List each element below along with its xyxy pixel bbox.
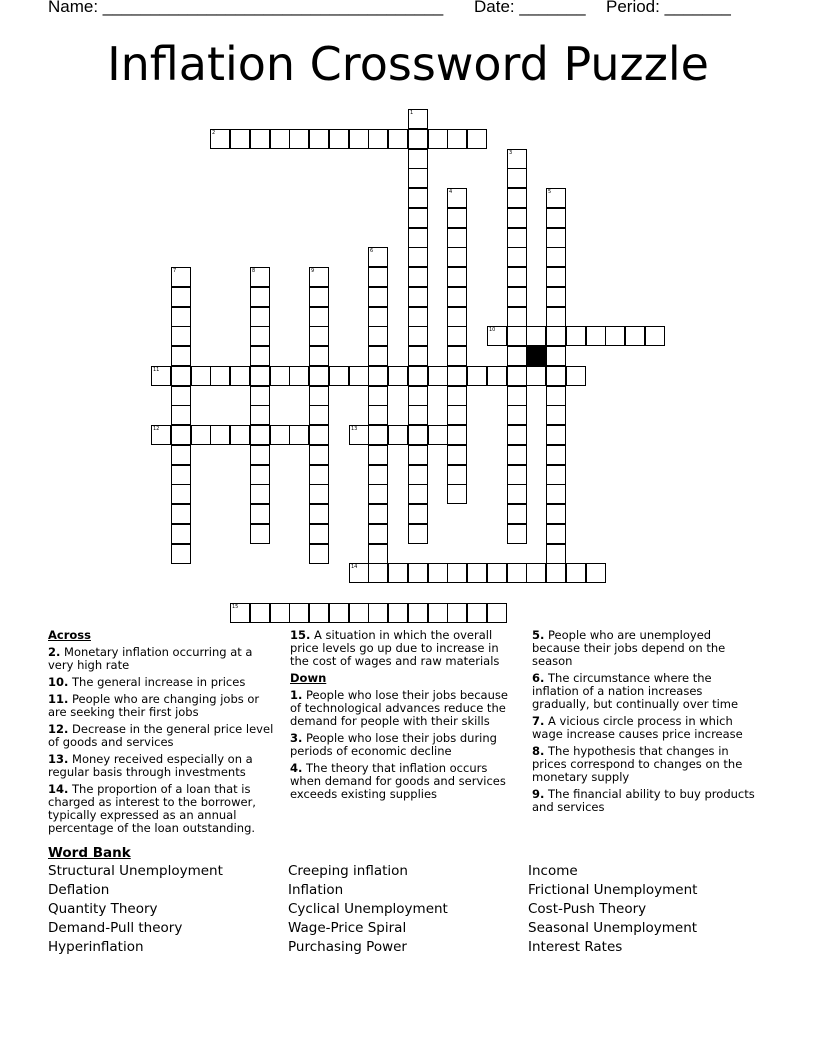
crossword-cell[interactable] [546, 208, 566, 228]
crossword-cell[interactable] [171, 405, 191, 425]
crossword-cell[interactable] [507, 445, 527, 465]
crossword-cell[interactable] [368, 544, 388, 564]
word-bank-item: Purchasing Power [288, 939, 407, 955]
crossword-cell[interactable] [645, 326, 665, 346]
crossword-cell[interactable] [368, 405, 388, 425]
crossword-cell[interactable] [250, 484, 270, 504]
word-bank-item: Cost-Push Theory [528, 901, 647, 917]
crossword-cell[interactable] [507, 247, 527, 267]
crossword-cell[interactable] [368, 524, 388, 544]
crossword-cell[interactable] [447, 208, 467, 228]
crossword-cell[interactable] [230, 425, 250, 445]
crossword-cell[interactable] [447, 465, 467, 485]
word-bank-item: Interest Rates [528, 939, 623, 955]
crossword-cell[interactable] [546, 524, 566, 544]
crossword-cell[interactable] [408, 149, 428, 169]
crossword-clue-number: 12 [153, 426, 160, 432]
crossword-cell[interactable] [408, 603, 428, 623]
crossword-cell[interactable] [507, 465, 527, 485]
crossword-cell[interactable] [428, 129, 448, 149]
crossword-cell[interactable] [250, 366, 270, 386]
crossword-cell[interactable] [368, 346, 388, 366]
word-bank-column-2 [288, 862, 448, 957]
crossword-cell[interactable] [191, 425, 211, 445]
crossword-cell[interactable] [388, 563, 408, 583]
word-bank-column-3 [528, 862, 697, 957]
crossword-cell[interactable] [210, 129, 230, 149]
crossword-clue-number: 13 [351, 426, 358, 432]
crossword-cell[interactable] [408, 129, 428, 149]
clue-down-5: 5. People who are unemployed because their jobs depend on the season [532, 628, 726, 668]
clue-down-8: 8. The hypothesis that changes in prices correspond to changes on the monetary supply [532, 744, 743, 784]
crossword-cell[interactable] [210, 366, 230, 386]
word-bank-item: Frictional Unemployment [528, 882, 698, 898]
clues-column-1 [48, 629, 278, 839]
clue-across-14: 14. The proportion of a loan that is charged as interest to the borrower, typically expressed as an annual percentage of the loan outstanding. [48, 782, 256, 835]
crossword-cell[interactable] [309, 465, 329, 485]
crossword-clue-number: 14 [351, 564, 358, 570]
crossword-cell[interactable] [289, 603, 309, 623]
word-bank-item: Deflation [48, 882, 110, 898]
crossword-cell[interactable] [309, 544, 329, 564]
crossword-cell[interactable] [250, 307, 270, 327]
crossword-cell[interactable] [428, 563, 448, 583]
crossword-cell[interactable] [210, 425, 230, 445]
clue-across-15: 15. A situation in which the overall price levels go up due to increase in the cost of wages and raw materials [290, 628, 500, 668]
crossword-cell[interactable] [507, 149, 527, 169]
crossword-cell[interactable] [447, 563, 467, 583]
crossword-cell[interactable] [349, 425, 369, 445]
crossword-cell[interactable] [586, 326, 606, 346]
clue-across-12: 12. Decrease in the general price level of goods and services [48, 722, 274, 749]
across-heading: Across [48, 628, 91, 642]
crossword-cell[interactable] [408, 168, 428, 188]
crossword-cell[interactable] [447, 307, 467, 327]
crossword-cell[interactable] [408, 524, 428, 544]
crossword-cell[interactable] [546, 445, 566, 465]
crossword-cell[interactable] [388, 603, 408, 623]
crossword-cell[interactable] [546, 307, 566, 327]
crossword-cell[interactable] [447, 386, 467, 406]
crossword-cell[interactable] [250, 346, 270, 366]
crossword-cell[interactable] [368, 484, 388, 504]
clue-down-4: 4. The theory that inflation occurs when demand for goods and services exceeds existing supplies [290, 761, 506, 801]
crossword-cell[interactable] [526, 563, 546, 583]
crossword-cell[interactable] [250, 603, 270, 623]
crossword-cell[interactable] [171, 504, 191, 524]
crossword-cell[interactable] [546, 425, 566, 445]
crossword-cell[interactable] [467, 563, 487, 583]
crossword-clue-number: 9 [311, 268, 315, 274]
crossword-cell[interactable] [309, 504, 329, 524]
crossword-clue-number: 8 [252, 268, 256, 274]
crossword-cell[interactable] [546, 484, 566, 504]
crossword-cell[interactable] [447, 188, 467, 208]
word-bank-item: Inflation [288, 882, 344, 898]
word-bank-item: Creeping inflation [288, 863, 408, 879]
crossword-cell[interactable] [309, 405, 329, 425]
crossword-clue-number: 15 [232, 604, 239, 610]
name-field-label: Name: ____________________________________ [48, 0, 444, 16]
crossword-cell[interactable] [309, 484, 329, 504]
crossword-cell[interactable] [388, 129, 408, 149]
crossword-cell[interactable] [250, 524, 270, 544]
crossword-cell[interactable] [250, 129, 270, 149]
crossword-cell[interactable] [368, 326, 388, 346]
crossword-clue-number: 7 [173, 268, 177, 274]
crossword-cell[interactable] [250, 386, 270, 406]
word-bank-item: Hyperinflation [48, 939, 144, 955]
crossword-cell[interactable] [447, 484, 467, 504]
crossword-cell[interactable] [447, 326, 467, 346]
crossword-cell[interactable] [408, 425, 428, 445]
crossword-cell[interactable] [349, 366, 369, 386]
crossword-cell[interactable] [586, 563, 606, 583]
crossword-cell[interactable] [368, 287, 388, 307]
crossword-clue-number: 5 [548, 189, 552, 195]
crossword-cell[interactable] [566, 366, 586, 386]
period-field-label: Period: _______ [606, 0, 731, 16]
crossword-cell[interactable] [546, 405, 566, 425]
crossword-cell[interactable] [467, 366, 487, 386]
crossword-cell[interactable] [447, 287, 467, 307]
crossword-cell[interactable] [408, 405, 428, 425]
crossword-cell[interactable] [230, 366, 250, 386]
word-bank-title: Word Bank [48, 845, 131, 861]
crossword-cell[interactable] [408, 307, 428, 327]
crossword-cell[interactable] [171, 346, 191, 366]
crossword-cell[interactable] [309, 129, 329, 149]
crossword-cell[interactable] [368, 386, 388, 406]
crossword-cell[interactable] [546, 366, 566, 386]
crossword-cell[interactable] [408, 445, 428, 465]
crossword-cell[interactable] [447, 228, 467, 248]
word-bank-item: Structural Unemployment [48, 863, 223, 879]
crossword-cell[interactable] [171, 386, 191, 406]
clue-across-11: 11. People who are changing jobs or are seeking their first jobs [48, 692, 260, 719]
word-bank-column-1 [48, 862, 223, 957]
crossword-cell[interactable] [487, 603, 507, 623]
crossword-cell[interactable] [408, 326, 428, 346]
crossword-cell[interactable] [408, 465, 428, 485]
crossword-cell[interactable] [408, 504, 428, 524]
crossword-cell[interactable] [289, 366, 309, 386]
crossword-cell[interactable] [566, 326, 586, 346]
crossword-cell[interactable] [250, 287, 270, 307]
crossword-cell[interactable] [171, 307, 191, 327]
crossword-cell[interactable] [546, 504, 566, 524]
crossword-cell[interactable] [467, 603, 487, 623]
crossword-cell[interactable] [309, 445, 329, 465]
crossword-cell[interactable] [546, 346, 566, 366]
crossword-clue-number: 11 [153, 367, 160, 373]
crossword-cell[interactable] [447, 267, 467, 287]
crossword-cell[interactable] [368, 504, 388, 524]
crossword-cell[interactable] [368, 129, 388, 149]
crossword-cell[interactable] [507, 405, 527, 425]
crossword-cell[interactable] [428, 425, 448, 445]
crossword-cell[interactable] [329, 603, 349, 623]
crossword-cell[interactable] [408, 563, 428, 583]
crossword-cell[interactable] [447, 445, 467, 465]
crossword-cell[interactable] [546, 267, 566, 287]
crossword-cell[interactable] [408, 109, 428, 129]
crossword-cell[interactable] [171, 326, 191, 346]
crossword-cell[interactable] [329, 366, 349, 386]
crossword-cell[interactable] [467, 129, 487, 149]
crossword-cell[interactable] [368, 563, 388, 583]
clue-down-6: 6. The circumstance where the inflation of a nation increases gradually, but continually over time [532, 671, 739, 711]
crossword-cell[interactable] [507, 524, 527, 544]
crossword-cell[interactable] [250, 465, 270, 485]
crossword-cell[interactable] [428, 366, 448, 386]
crossword-cell[interactable] [546, 326, 566, 346]
crossword-cell[interactable] [487, 326, 507, 346]
crossword-cell[interactable] [368, 307, 388, 327]
crossword-cell[interactable] [546, 247, 566, 267]
crossword-cell[interactable] [270, 366, 290, 386]
word-bank-item: Quantity Theory [48, 901, 158, 917]
crossword-cell[interactable] [408, 366, 428, 386]
crossword-cell[interactable] [171, 425, 191, 445]
crossword-cell[interactable] [191, 366, 211, 386]
crossword-cell[interactable] [171, 287, 191, 307]
crossword-cell[interactable] [546, 563, 566, 583]
crossword-cell[interactable] [309, 603, 329, 623]
crossword-cell[interactable] [507, 267, 527, 287]
crossword-cell[interactable] [507, 188, 527, 208]
crossword-cell[interactable] [487, 366, 507, 386]
crossword-cell[interactable] [408, 386, 428, 406]
crossword-cell[interactable] [368, 445, 388, 465]
crossword-cell[interactable] [309, 267, 329, 287]
crossword-cell[interactable] [447, 405, 467, 425]
crossword-cell[interactable] [151, 425, 171, 445]
crossword-cell[interactable] [250, 504, 270, 524]
crossword-cell[interactable] [447, 346, 467, 366]
crossword-cell[interactable] [546, 228, 566, 248]
crossword-cell[interactable] [447, 603, 467, 623]
crossword-cell[interactable] [368, 247, 388, 267]
crossword-cell[interactable] [507, 228, 527, 248]
crossword-cell[interactable] [171, 544, 191, 564]
crossword-cell[interactable] [171, 366, 191, 386]
crossword-cell[interactable] [250, 445, 270, 465]
crossword-cell[interactable] [230, 129, 250, 149]
crossword-cell[interactable] [408, 228, 428, 248]
crossword-cell[interactable] [546, 188, 566, 208]
crossword-cell[interactable] [546, 386, 566, 406]
down-heading: Down [290, 671, 327, 685]
crossword-cell[interactable] [507, 307, 527, 327]
crossword-cell[interactable] [487, 563, 507, 583]
crossword-cell[interactable] [447, 425, 467, 445]
crossword-cell[interactable] [507, 425, 527, 445]
crossword-clue-number: 6 [370, 248, 374, 254]
word-bank-item: Income [528, 863, 578, 879]
crossword-cell[interactable] [349, 129, 369, 149]
crossword-cell[interactable] [309, 386, 329, 406]
crossword-cell[interactable] [447, 366, 467, 386]
crossword-cell[interactable] [526, 366, 546, 386]
crossword-clue-number: 1 [410, 110, 414, 116]
crossword-cell[interactable] [289, 129, 309, 149]
crossword-cell[interactable] [507, 346, 527, 366]
crossword-cell[interactable] [605, 326, 625, 346]
crossword-cell[interactable] [507, 208, 527, 228]
word-bank-item: Cyclical Unemployment [288, 901, 448, 917]
crossword-cell[interactable] [309, 366, 329, 386]
crossword-cell[interactable] [171, 267, 191, 287]
crossword-cell[interactable] [546, 465, 566, 485]
crossword-cell[interactable] [388, 425, 408, 445]
clue-down-7: 7. A vicious circle process in which wage increase causes price increase [532, 714, 743, 741]
clue-across-2: 2. Monetary inflation occurring at a very high rate [48, 645, 253, 672]
crossword-cell[interactable] [408, 484, 428, 504]
crossword-cell[interactable] [368, 603, 388, 623]
page-title: Inflation Crossword Puzzle [107, 37, 709, 91]
word-bank-item: Wage-Price Spiral [288, 920, 407, 936]
crossword-cell[interactable] [368, 366, 388, 386]
crossword-cell[interactable] [507, 386, 527, 406]
clue-across-13: 13. Money received especially on a regular basis through investments [48, 752, 253, 779]
crossword-cell[interactable] [250, 267, 270, 287]
crossword-cell[interactable] [329, 129, 349, 149]
crossword-cell[interactable] [507, 287, 527, 307]
crossword-cell[interactable] [526, 326, 546, 346]
clues-column-3 [532, 629, 762, 818]
crossword-clue-number: 2 [212, 130, 216, 136]
crossword-cell[interactable] [625, 326, 645, 346]
clue-down-1: 1. People who lose their jobs because of technological advances reduce the demand for people with their skills [290, 688, 508, 728]
crossword-cell[interactable] [309, 307, 329, 327]
crossword-cell[interactable] [309, 346, 329, 366]
crossword-cell[interactable] [507, 563, 527, 583]
crossword-cell[interactable] [447, 247, 467, 267]
crossword-cell[interactable] [447, 129, 467, 149]
crossword-cell[interactable] [270, 129, 290, 149]
crossword-cell[interactable] [349, 563, 369, 583]
crossword-cell[interactable] [408, 267, 428, 287]
crossword-cell[interactable] [408, 188, 428, 208]
clue-down-9: 9. The financial ability to buy products and services [532, 787, 755, 814]
crossword-cell[interactable] [507, 504, 527, 524]
crossword-cell[interactable] [507, 326, 527, 346]
crossword-clue-number: 3 [509, 150, 513, 156]
crossword-cell[interactable] [151, 366, 171, 386]
crossword-cell[interactable] [309, 287, 329, 307]
crossword-cell[interactable] [171, 465, 191, 485]
crossword-cell[interactable] [349, 603, 369, 623]
crossword-cell[interactable] [289, 425, 309, 445]
crossword-cell[interactable] [546, 287, 566, 307]
crossword-cell[interactable] [546, 544, 566, 564]
crossword-cell[interactable] [566, 563, 586, 583]
crossword-cell[interactable] [270, 603, 290, 623]
crossword-cell[interactable] [270, 425, 290, 445]
crossword-cell[interactable] [368, 267, 388, 287]
crossword-cell[interactable] [368, 465, 388, 485]
crossword-cell[interactable] [309, 425, 329, 445]
crossword-clue-number: 4 [449, 189, 453, 195]
word-bank-item: Demand-Pull theory [48, 920, 183, 936]
crossword-cell[interactable] [408, 247, 428, 267]
crossword-cell[interactable] [171, 445, 191, 465]
crossword-cell[interactable] [507, 366, 527, 386]
date-field-label: Date: _______ [474, 0, 586, 16]
crossword-cell[interactable] [428, 603, 448, 623]
crossword-cell[interactable] [250, 326, 270, 346]
crossword-cell[interactable] [309, 326, 329, 346]
crossword-cell[interactable] [408, 346, 428, 366]
crossword-cell[interactable] [171, 484, 191, 504]
crossword-cell[interactable] [250, 425, 270, 445]
clues-column-2 [290, 629, 520, 805]
crossword-cell[interactable] [171, 524, 191, 544]
crossword-cell[interactable] [507, 168, 527, 188]
crossword-black-cell [526, 346, 546, 366]
crossword-cell[interactable] [230, 603, 250, 623]
word-bank-item: Seasonal Unemployment [528, 920, 698, 936]
crossword-clue-number: 10 [489, 327, 496, 333]
clue-across-10: 10. The general increase in prices [48, 675, 246, 689]
crossword-cell[interactable] [408, 208, 428, 228]
crossword-cell[interactable] [309, 524, 329, 544]
clue-down-3: 3. People who lose their jobs during periods of economic decline [290, 731, 497, 758]
crossword-cell[interactable] [368, 425, 388, 445]
crossword-cell[interactable] [408, 287, 428, 307]
crossword-cell[interactable] [250, 405, 270, 425]
crossword-cell[interactable] [388, 366, 408, 386]
crossword-cell[interactable] [507, 484, 527, 504]
